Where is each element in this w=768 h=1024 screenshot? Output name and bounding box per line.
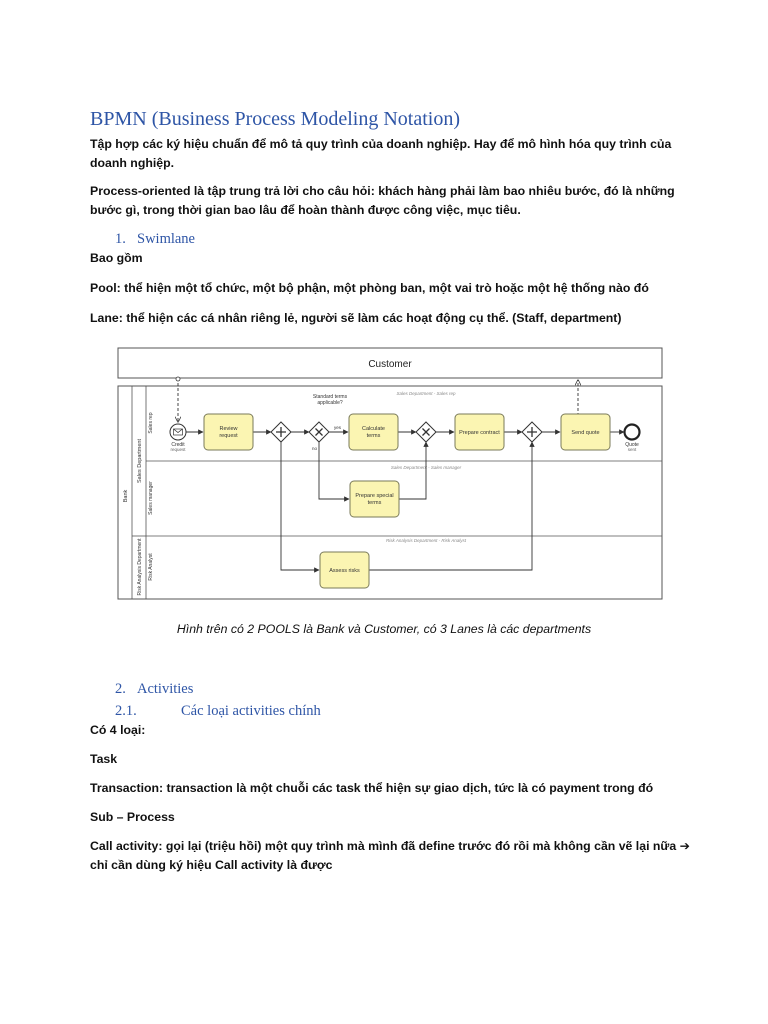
lane-sales-rep-label: Sales rep	[148, 412, 154, 434]
pool-definition	[90, 281, 649, 295]
end-event-label-2: sent	[627, 447, 637, 452]
risk-department-label: Risk Analysis Department	[137, 538, 143, 596]
bank-pool-label: Bank	[123, 489, 129, 503]
subsection-title: Các loại activities chính	[181, 703, 321, 719]
lane-header-sales-rep: Sales Department - Sales rep	[396, 391, 456, 396]
end-event	[625, 425, 640, 440]
call-activity-text: gọi lại (triệu hồi) một quy trình mà mình đã define trước đó rồi mà không cần vẽ lại nữa	[162, 839, 680, 853]
lane-term: Lane:	[90, 311, 123, 325]
customer-pool-label: Customer	[368, 359, 412, 370]
section-heading-swimlane	[115, 231, 195, 248]
process-oriented-text: là tập trung trả lời cho câu hỏi: khách hàng phải làm bao nhiêu bước, đó là những bước gì, trong thời gian bao lâu để hoàn thành được công việc, mục tiêu.	[90, 184, 675, 217]
task-calculate-label-1: Calculate	[362, 426, 385, 432]
page-title: BPMN (Business Process Modeling Notation)	[90, 108, 460, 130]
co-4-loai-label: Có 4 loại:	[90, 723, 146, 737]
task-item: Task	[90, 752, 118, 766]
figure-caption: Hình trên có 2 POOLS là Bank và Customer, có 3 Lanes là các departments	[176, 622, 592, 636]
transaction-text: transaction là một chuỗi các task thể hiện sự giao dịch, tức là có payment trong đó	[163, 781, 654, 795]
process-oriented-term: Process-oriented	[90, 184, 191, 198]
call-activity-text-2: chỉ cần dùng ký hiệu Call activity là được	[90, 858, 333, 872]
end-event-label-1: Quote	[625, 442, 639, 448]
start-event-label-2: request	[170, 447, 186, 452]
pool-text: thể hiện một tổ chức, một bộ phận, một phòng ban, một vai trò hoặc một hệ thống nào đó	[120, 281, 649, 295]
yes-label: yes	[334, 425, 342, 430]
section-title: Swimlane	[137, 231, 195, 247]
section-title: Activities	[137, 681, 194, 697]
section-number: 2.	[115, 681, 126, 697]
subsection-number: 2.1.	[115, 703, 137, 719]
subprocess-item: Sub – Process	[90, 810, 175, 824]
lane-definition	[90, 311, 621, 325]
gateway-question-2: applicable?	[317, 400, 343, 406]
task-send-quote-label: Send quote	[571, 430, 600, 436]
section-heading-activities	[115, 681, 193, 698]
task-assess-label: Assess risks	[329, 568, 360, 574]
arrow-right-icon: ➔	[679, 839, 690, 853]
lane-risk-analyst-label: Risk Analyst	[148, 553, 154, 581]
process-oriented-paragraph	[90, 182, 690, 219]
task-review-label-2: request	[219, 433, 238, 439]
gateway-question-1: Standard terms	[312, 394, 348, 400]
task-review-label-1: Review	[219, 426, 238, 432]
pool-term: Pool:	[90, 281, 121, 295]
sales-department-label: Sales Department	[137, 438, 143, 484]
lane-header-risk: Risk Analysis Department - Risk Analyst	[386, 538, 466, 543]
transaction-term: Transaction:	[90, 781, 164, 795]
task-prepare-special-terms	[350, 481, 399, 517]
section-number: 1.	[115, 231, 126, 247]
lane-sales-manager-label: Sales manager	[148, 481, 154, 515]
call-activity-item	[90, 839, 690, 853]
task-special-label-1: Prepare special	[355, 493, 394, 499]
lane-header-sales-manager: Sales Department - Sales manager	[390, 465, 462, 470]
no-label: no	[312, 446, 318, 451]
task-calculate-label-2: terms	[366, 433, 381, 439]
task-review-request	[204, 414, 253, 450]
lane-text: thể hiện các cá nhân riêng lẻ, người sẽ làm các hoạt động cụ thể. (Staff, department)	[122, 311, 622, 325]
call-activity-term: Call activity:	[90, 839, 163, 853]
task-prepare-contract-label: Prepare contract	[459, 430, 500, 436]
task-calculate-terms	[349, 414, 398, 450]
task-special-label-2: terms	[367, 500, 382, 506]
intro-paragraph: Tập hợp các ký hiệu chuẩn để mô tả quy trình của doanh nghiệp. Hay để mô hình hóa quy trình của doanh nghiệp.	[90, 137, 672, 170]
transaction-item	[90, 781, 653, 795]
bpmn-diagram	[116, 346, 664, 602]
start-event-label-1: Credit	[171, 442, 185, 448]
subsection-heading-activity-types	[115, 703, 321, 720]
bao-gom-label: Bao gồm	[90, 251, 143, 265]
